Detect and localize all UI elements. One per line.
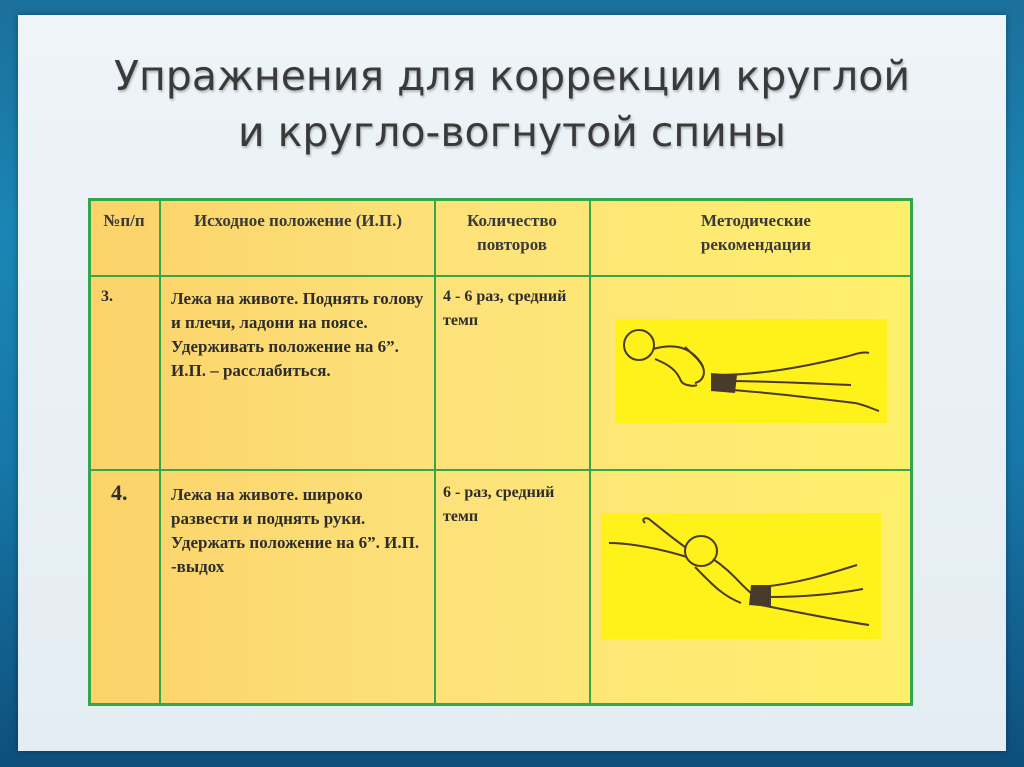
row-number: 4. [111,480,128,505]
row-divider [91,275,910,277]
header-recommendations: Методические рекомендации [700,211,812,254]
header-initial-position: Исходное положение (И.П.) [193,211,403,230]
exercise-illustration [601,513,881,639]
exercise-table [88,198,913,706]
header-number: №п/п [103,211,145,230]
slide-title [0,48,1024,160]
person-lying-arms-spread-icon [601,513,881,639]
exercise-illustration [615,319,887,423]
person-lying-hands-on-waist-icon [615,319,887,423]
row-repetitions: 6 - раз, средний темп [443,484,555,525]
row-divider [91,469,910,471]
title-line-2: и кругло-вогнутой спины [237,108,787,156]
title-line-1: Упражнения для коррекции круглой [114,52,910,100]
header-repetitions: Количество повторов [467,211,557,254]
row-number: 3. [101,288,113,305]
row-initial-position: Лежа на животе. Поднять голову и плечи, ладони на поясе. Удерживать положение на 6”. И.П. – расслабиться. [171,289,424,380]
row-initial-position: Лежа на животе. широко развести и поднять руки. Удержать положение на 6”. И.П. -выдох [171,485,420,576]
row-repetitions: 4 - 6 раз, средний темп [443,288,567,329]
